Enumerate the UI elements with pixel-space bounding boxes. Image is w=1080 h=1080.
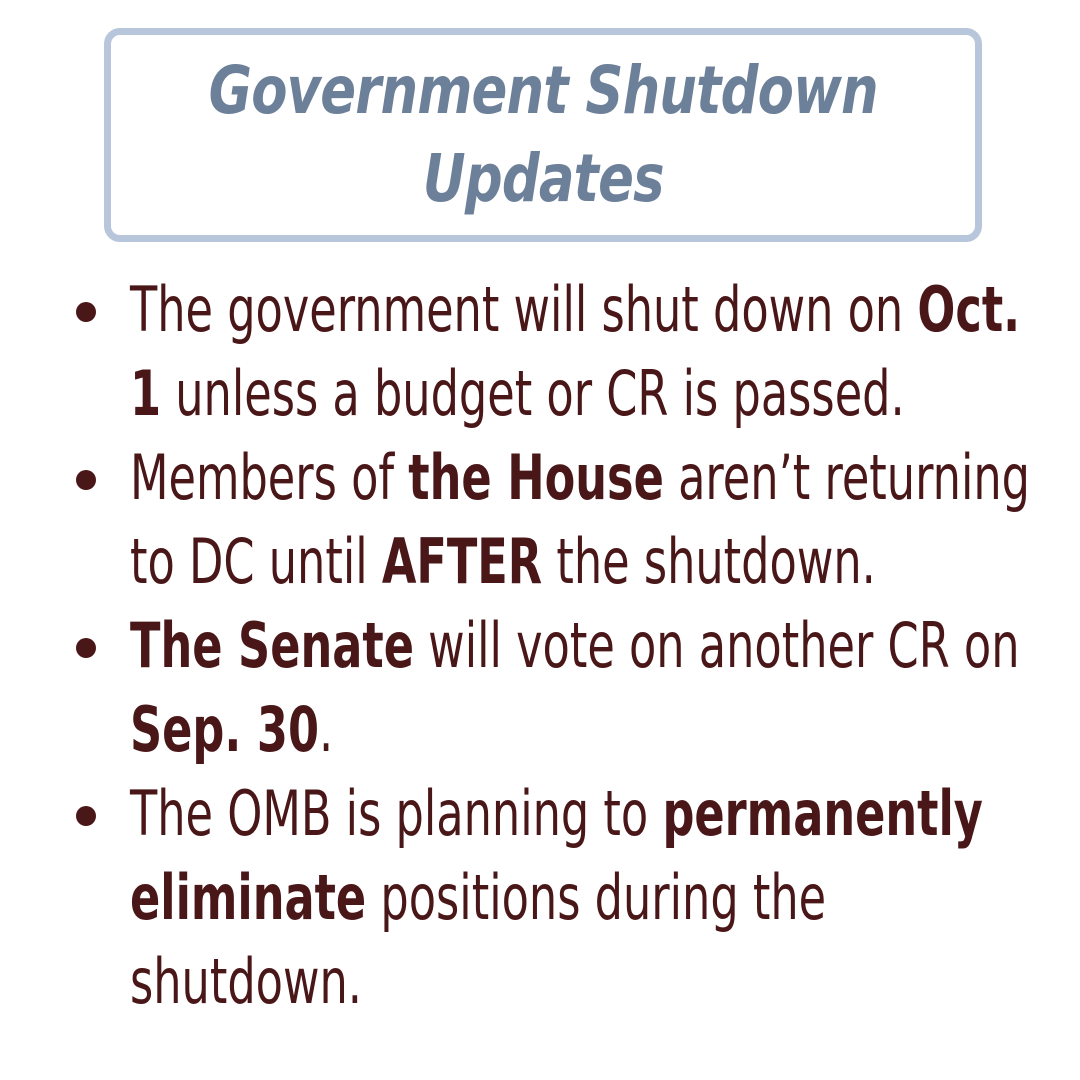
bullet-text (130, 268, 1037, 436)
bullet-dot-icon (76, 638, 96, 658)
bullet-text-bold: Sep. 30 (130, 693, 320, 766)
bullet-item-4 (70, 772, 1070, 1024)
bullet-item-2 (70, 436, 1070, 604)
bullet-text (130, 436, 1037, 604)
bullet-text-bold: Oct. 1 (130, 273, 1021, 430)
bullet-text-segment: Members of (130, 441, 409, 514)
bullet-item-1 (70, 268, 1070, 436)
bullet-text (130, 772, 1037, 1024)
bullet-text-segment: the shutdown. (542, 525, 876, 598)
bullet-item-3 (70, 604, 1070, 772)
bullet-text-segment: positions during the shutdown. (130, 861, 827, 1018)
page-title: Government Shutdown Updates (208, 52, 878, 217)
bullet-text-segment: aren’t returning to DC until (130, 441, 1030, 598)
bullet-text-bold: AFTER (381, 525, 543, 598)
bullet-dot-icon (76, 302, 96, 322)
bullet-text-bold: the House (408, 441, 664, 514)
bullet-text-segment: The OMB is planning to (130, 777, 663, 850)
bullet-dot-icon (76, 470, 96, 490)
title-box (104, 28, 982, 242)
updates-list (70, 268, 1070, 1024)
bullet-text-segment: unless a budget or CR is passed. (161, 357, 905, 430)
bullet-dot-icon (76, 806, 96, 826)
bullet-text-bold: permanently eliminate (130, 777, 983, 934)
bullet-text (130, 604, 1037, 772)
bullet-text-segment: . (319, 693, 334, 766)
bullet-text-bold: The Senate (130, 609, 414, 682)
bullet-text-segment: will vote on another CR on (413, 609, 1020, 682)
bullet-text-segment: The government will shut down on (130, 273, 918, 346)
